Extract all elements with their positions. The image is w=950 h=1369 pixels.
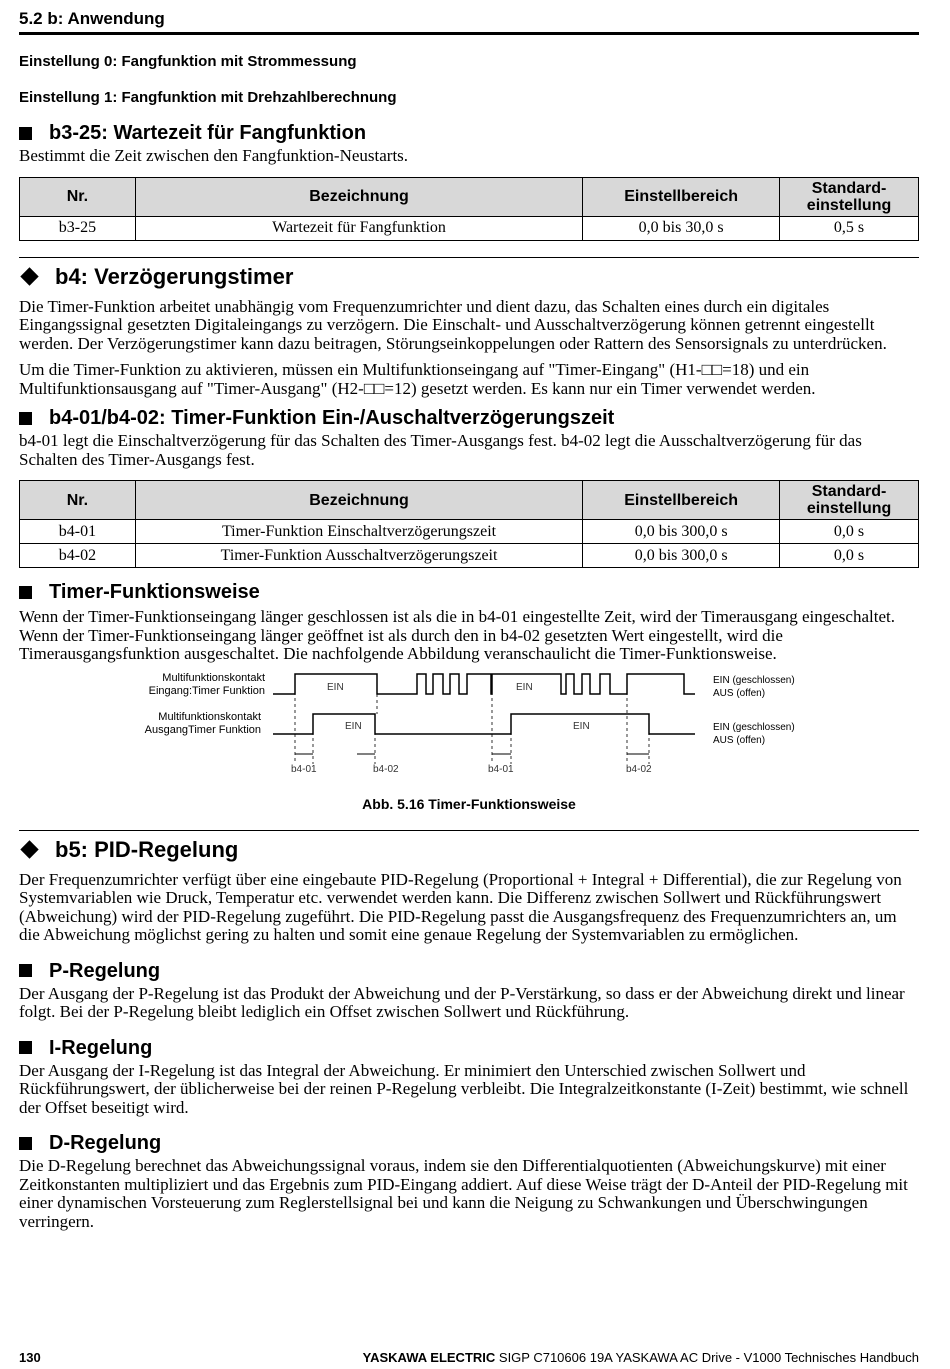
col-header-name: Bezeichnung [135, 481, 582, 520]
cell-name: Timer-Funktion Ausschaltverzögerungszeit [135, 544, 582, 568]
heading-b4 [19, 257, 919, 290]
heading-p-regelung-text: P-Regelung [49, 959, 161, 982]
heading-b4-01-text: b4-01/b4-02: Timer-Funktion Ein-/Auschaltverzögerungszeit [49, 407, 615, 429]
heading-d-regelung-text: D-Regelung [49, 1132, 162, 1154]
col-header-default-line1: Standard- [811, 483, 887, 500]
i-regelung-text: Der Ausgang der I-Regelung ist das Integral der Abweichung. Er minimiert den Unterschied zwischen Sollwert und Rückführungswert, der üblicherweise bei der reinen P-Regelung verbleibt. Die Integralzeitkonstante (I-Zeit) bestimmt, wie schnell der Offset beseitigt wird. [19, 1060, 909, 1117]
b4-paragraph-1: Die Timer-Funktion arbeitet unabhängig vom Frequenzumrichter und dient dazu, das Schalten eines durch ein digitales Eingangssignal gesetzten Digitaleingangs zu verzögern. Die Einschalt- und Ausschaltverzögerung können getrennt eingestellt werden. Der Verzögerungstimer kann dazu beitragen, Störungseinkoppelungen oder Rattern des Sensorsignals zu unterdrücken. [19, 296, 887, 353]
cell-nr: b3-25 [20, 216, 136, 240]
col-header-range: Einstellbereich [583, 177, 780, 216]
setting-0: Einstellung 0: Fangfunktion mit Strommessung [19, 53, 357, 70]
cell-nr: b4-01 [20, 520, 136, 544]
cell-default: 0,0 s [780, 520, 919, 544]
footer-doc-title: SIGP C710606 19A YASKAWA AC Drive - V1000 Technisches Handbuch [495, 1350, 919, 1365]
square-bullet-icon [19, 586, 32, 599]
parameter-table-b4 [19, 480, 919, 568]
col-header-default-line1: Standard- [811, 179, 887, 197]
heading-timer-operation-text: Timer-Funktionsweise [49, 581, 260, 603]
input-state-legend [713, 674, 795, 700]
heading-b4-text: b4: Verzögerungstimer [55, 263, 294, 289]
output-label-line1: Multifunktionskontakt [158, 710, 261, 723]
col-header-default-line2: einstellung [806, 500, 892, 517]
on-label-output-2: EIN [573, 720, 590, 732]
heading-b3-25 [19, 121, 919, 145]
d-regelung-text: Die D-Regelung berechnet das Abweichungssignal voraus, indem sie den Differentialquotienten (Abweichungskurve) mit einer Zeitkonstanten multipliziert und das Ergebnis zum PID-Eingang addiert. Auf diese Weise trägt der D-Anteil der PID-Regelung mit einer dynamischen Vorsteuerung zum Reglerstellsignal bei und kann die Neigung zu Schwankungen und Überschwingungen verringern. [19, 1156, 908, 1231]
input-closed-label: EIN (geschlossen) [713, 674, 795, 686]
b3-25-description: Bestimmt die Zeit zwischen den Fangfunktion-Neustarts. [19, 146, 409, 165]
output-open-label: AUS (offen) [713, 734, 766, 746]
delay-label-b4-02: b4-02 [373, 763, 399, 775]
table-row [20, 216, 919, 240]
heading-b5 [19, 830, 919, 863]
parameter-table-b3 [19, 177, 919, 241]
table-header-row [20, 481, 919, 520]
setting-1: Einstellung 1: Fangfunktion mit Drehzahlberechnung [19, 89, 397, 106]
table-row [20, 520, 919, 544]
output-signal-label [131, 711, 261, 737]
guide-lines [295, 674, 649, 764]
section-header: 5.2 b: Anwendung [19, 8, 919, 35]
on-label-input-1: EIN [327, 681, 344, 693]
square-bullet-icon [19, 964, 32, 977]
input-signal-label [131, 672, 265, 698]
col-header-name: Bezeichnung [135, 177, 582, 216]
heading-b5-text: b5: PID-Regelung [55, 836, 239, 862]
col-header-range: Einstellbereich [583, 481, 780, 520]
table-header-row [20, 177, 919, 216]
on-label-output-1: EIN [345, 720, 362, 732]
square-bullet-icon [19, 1041, 32, 1054]
output-state-legend [713, 721, 795, 747]
timing-diagram [19, 672, 919, 792]
col-header-default [780, 481, 919, 520]
b5-description: Der Frequenzumrichter verfügt über eine eingebaute PID-Regelung (Proportional + Integral + Differential), die zur Regelung von Systemvariablen wie Druck, Temperatur etc. verwendet werden kann. Die Differenz zwischen Sollwert und Rückführungswert (Abweichung) wird der PID-Regelung zugeführt. Die PID-Regelung passt die Ausgangsfrequenz des Frequenzumrichters an, um die Abweichung möglichst gering zu halten und somit eine genaue Regelung der Systemvariablen zu ermöglichen. [19, 869, 902, 944]
cell-nr: b4-02 [20, 544, 136, 568]
diamond-bullet-icon [20, 840, 38, 858]
square-bullet-icon [19, 412, 32, 425]
b4-paragraph-2: Um die Timer-Funktion zu aktivieren, müssen ein Multifunktionseingang auf "Timer-Eingang" (H1-□□=18) und ein Multifunktionsausgang auf "Timer-Ausgang" (H2-□□=12) gesetzt werden. Es kann nur ein Timer verwendet werden. [19, 360, 816, 398]
delay-label-b4-01: b4-01 [291, 763, 317, 775]
timer-operation-text: Wenn der Timer-Funktionseingang länger geschlossen ist als die in b4-01 eingestellte Zeit, wird der Timerausgang eingeschaltet. Wenn der Timer-Funktionseingang länger geöffnet ist als durch den in b4-02 gesetzten Wert eingestellt, wird die Timerausgangsfunktion ausgeschaltet. Die nachfolgende Abbildung veranschaulicht die Timer-Funktionsweise. [19, 607, 895, 663]
heading-b3-25-text: b3-25: Wartezeit für Fangfunktion [49, 122, 367, 144]
heading-timer-operation [19, 580, 919, 604]
col-header-nr: Nr. [20, 177, 136, 216]
page-footer [19, 1350, 919, 1365]
input-label-line1: Multifunktionskontakt [162, 671, 265, 684]
col-header-default-line2: einstellung [806, 196, 892, 214]
diamond-bullet-icon [20, 267, 38, 285]
page-number: 130 [19, 1350, 41, 1365]
cell-default: 0,5 s [780, 216, 919, 240]
heading-i-regelung [19, 1036, 919, 1060]
p-regelung-text: Der Ausgang der P-Regelung ist das Produkt der Abweichung und der P-Verstärkung, so dass er der Abweichung direkt und linear folgt. Bei der P-Regelung bleibt lediglich ein Offset zwischen Sollwert und Rückführung. [19, 983, 905, 1021]
footer-document [363, 1350, 919, 1365]
heading-p-regelung [19, 959, 919, 983]
cell-default: 0,0 s [780, 544, 919, 568]
figure-caption: Abb. 5.16 Timer-Funktionsweise [362, 795, 576, 812]
footer-brand: YASKAWA ELECTRIC [362, 1350, 496, 1365]
output-closed-label: EIN (geschlossen) [713, 721, 795, 733]
col-header-nr: Nr. [20, 481, 136, 520]
cell-range: 0,0 bis 300,0 s [583, 544, 780, 568]
table-row [20, 544, 919, 568]
square-bullet-icon [19, 1137, 32, 1150]
cell-range: 0,0 bis 30,0 s [583, 216, 780, 240]
heading-d-regelung [19, 1131, 919, 1155]
input-label-line2: Eingang:Timer Funktion [148, 684, 265, 697]
b4-01-description: b4-01 legt die Einschaltverzögerung für das Schalten des Timer-Ausgangs fest. b4-02 legt die Ausschaltverzögerung für das Schalten des Timer-Ausgangs fest. [19, 431, 862, 469]
square-bullet-icon [19, 127, 32, 140]
delay-label-b4-02-second: b4-02 [626, 763, 652, 775]
input-open-label: AUS (offen) [713, 687, 766, 699]
cell-range: 0,0 bis 300,0 s [583, 520, 780, 544]
heading-b4-01 [19, 406, 919, 430]
col-header-default [780, 177, 919, 216]
heading-i-regelung-text: I-Regelung [49, 1036, 153, 1059]
output-signal-waveform [273, 714, 695, 734]
delay-label-b4-01-second: b4-01 [488, 763, 514, 775]
cell-name: Wartezeit für Fangfunktion [135, 216, 582, 240]
output-label-line2: AusgangTimer Funktion [144, 723, 261, 736]
on-label-input-2: EIN [516, 681, 533, 693]
cell-name: Timer-Funktion Einschaltverzögerungszeit [135, 520, 582, 544]
